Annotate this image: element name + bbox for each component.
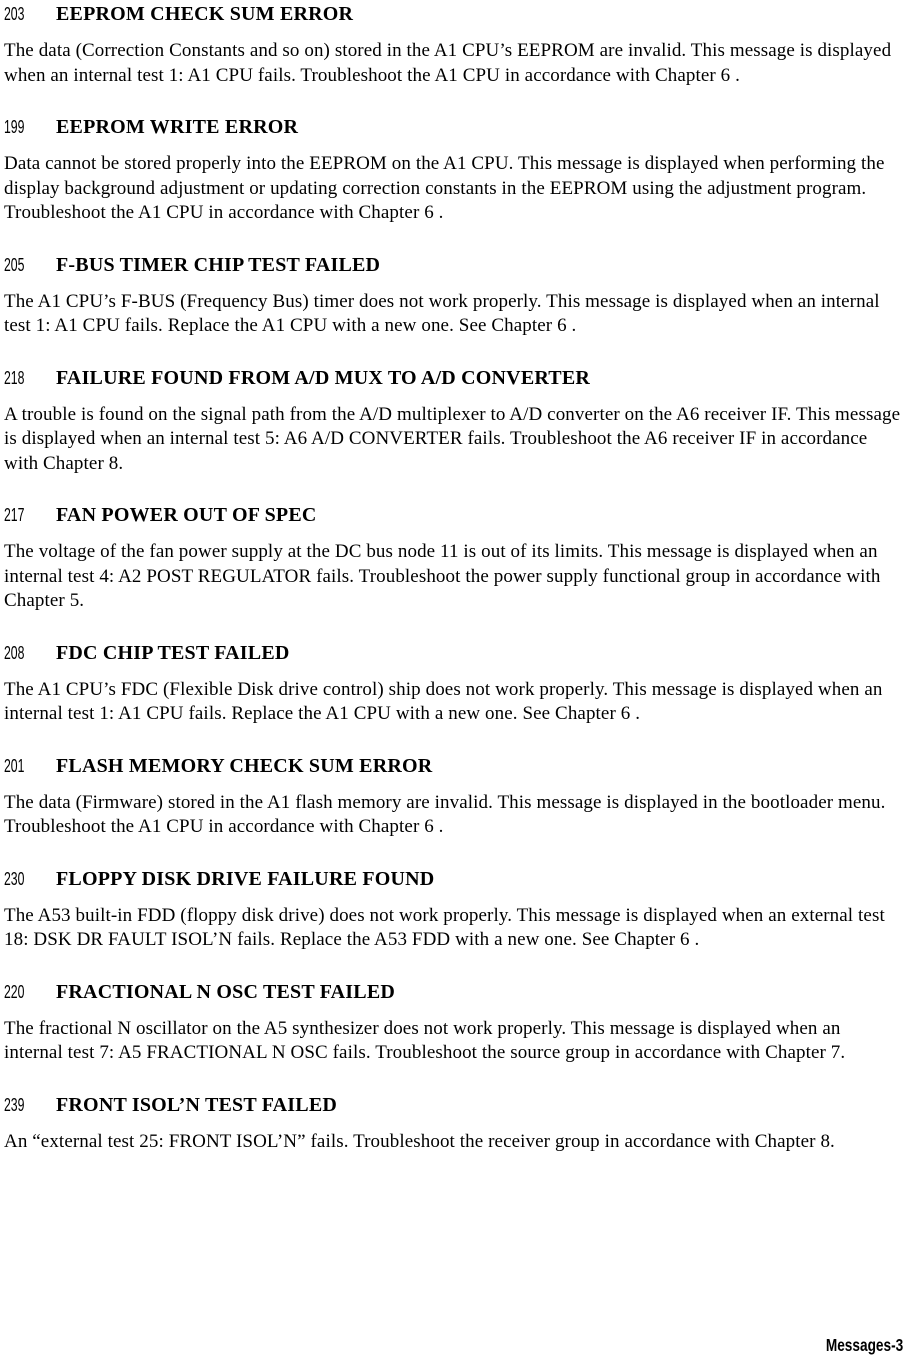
error-code: 218: [4, 367, 25, 388]
message-section-205: [4, 253, 902, 339]
page-footer: Messages-3: [825, 1335, 903, 1355]
message-heading: [4, 115, 902, 140]
message-section-203: [4, 2, 902, 88]
message-section-239: [4, 1093, 902, 1155]
error-title: FRACTIONAL N OSC TEST FAILED: [56, 980, 396, 1003]
message-section-220: [4, 980, 902, 1066]
error-code: 220: [4, 981, 25, 1002]
message-section-218: [4, 366, 902, 477]
message-heading: [4, 980, 902, 1005]
error-description: The data (Firmware) stored in the A1 flash memory are invalid. This message is displayed in the bootloader menu. Troubleshoot the A1 CPU in accordance with Chapter 6 .: [4, 791, 886, 837]
message-section-208: [4, 641, 902, 727]
error-description: The A1 CPU’s FDC (Flexible Disk drive control) ship does not work properly. This message is displayed when an internal test 1: A1 CPU fails. Replace the A1 CPU with a new one. See Chapter 6 .: [4, 678, 883, 724]
error-description: The A1 CPU’s F-BUS (Frequency Bus) timer does not work properly. This message is displayed when an internal test 1: A1 CPU fails. Replace the A1 CPU with a new one. See Chapter 6 .: [4, 290, 880, 336]
message-heading: [4, 1093, 902, 1118]
error-code: 201: [4, 755, 25, 776]
error-code: 208: [4, 642, 25, 663]
error-description: Data cannot be stored properly into the EEPROM on the A1 CPU. This message is displayed when performing the display background adjustment or updating correction constants in the EEPROM using the adjustment program. Troubleshoot the A1 CPU in accordance with Chapter 6 .: [4, 153, 885, 223]
error-title: EEPROM CHECK SUM ERROR: [56, 3, 354, 25]
error-description: The A53 built-in FDD (floppy disk drive) does not work properly. This message is displayed when an external test 18: DSK DR FAULT ISOL’N fails. Replace the A53 FDD with a new one. See Chapter 6 .: [4, 904, 885, 950]
error-description: The fractional N oscillator on the A5 synthesizer does not work properly. This message is displayed when an internal test 7: A5 FRACTIONAL N OSC fails. Troubleshoot the source group in accordance with Chapter 7.: [4, 1017, 846, 1063]
error-description: The voltage of the fan power supply at the DC bus node 11 is out of its limits. This message is displayed when an internal test 4: A2 POST REGULATOR fails. Troubleshoot the power supply functional group in accordance with Chapter 5.: [4, 541, 881, 611]
error-title: FAN POWER OUT OF SPEC: [56, 504, 317, 526]
error-description: The data (Correction Constants and so on) stored in the A1 CPU’s EEPROM are invalid. This message is displayed when an internal test 1: A1 CPU fails. Troubleshoot the A1 CPU in accordance with Chapter 6 .: [4, 40, 892, 86]
error-title: FRONT ISOL’N TEST FAILED: [56, 1093, 338, 1116]
error-title: FLASH MEMORY CHECK SUM ERROR: [56, 754, 433, 777]
error-code: 239: [4, 1094, 25, 1115]
error-title: FDC CHIP TEST FAILED: [56, 641, 290, 664]
error-code: 199: [4, 117, 25, 137]
message-section-230: [4, 867, 902, 953]
message-section-199: [4, 115, 902, 226]
error-description: A trouble is found on the signal path from the A/D multiplexer to A/D converter on the A6 receiver IF. This message is displayed when an internal test 5: A6 A/D CONVERTER fails. Troubleshoot the A6 receiver IF in accordance with Chapter 8.: [4, 403, 901, 474]
error-code: 230: [4, 868, 25, 889]
message-heading: [4, 366, 902, 391]
message-section-217: [4, 503, 902, 614]
message-heading: [4, 867, 902, 892]
error-code: 205: [4, 254, 25, 275]
error-title: FLOPPY DISK DRIVE FAILURE FOUND: [56, 867, 435, 890]
message-heading: [4, 2, 902, 27]
message-heading: [4, 641, 902, 666]
error-code: 203: [4, 4, 25, 24]
message-heading: [4, 253, 902, 278]
message-heading: [4, 503, 902, 528]
error-title: F-BUS TIMER CHIP TEST FAILED: [56, 253, 381, 276]
error-title: EEPROM WRITE ERROR: [56, 116, 299, 138]
error-title: FAILURE FOUND FROM A/D MUX TO A/D CONVERTER: [56, 366, 591, 389]
message-section-201: [4, 754, 902, 840]
message-heading: [4, 754, 902, 779]
error-description: An “external test 25: FRONT ISOL’N” fails. Troubleshoot the receiver group in accordance with Chapter 8.: [4, 1130, 835, 1152]
error-code: 217: [4, 505, 25, 525]
